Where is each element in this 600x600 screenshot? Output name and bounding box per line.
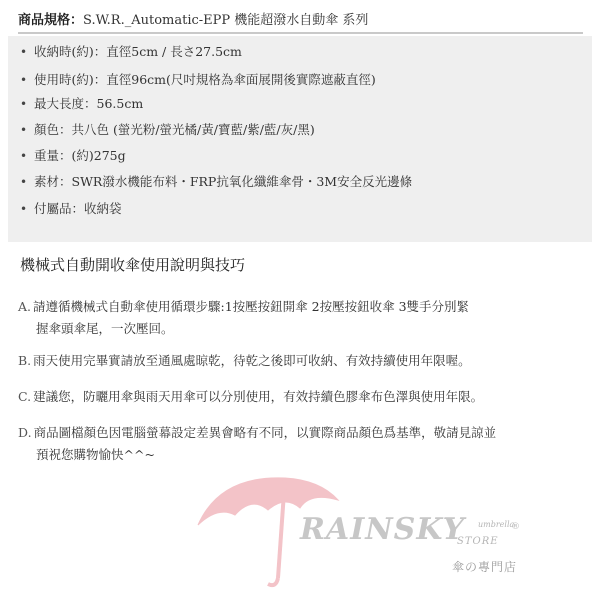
spec-item <box>20 118 315 142</box>
guide-title: 機械式自動開收傘使用說明與技巧 <box>20 256 246 274</box>
tip-letter: C. <box>18 389 32 404</box>
logo-wordmark: RAINSKY <box>300 512 466 547</box>
tip-letter: D. <box>18 425 32 440</box>
logo-tagline: 傘の專門店 <box>452 560 518 574</box>
tip-text-continued: 握傘頭傘尾，一次壓回。 <box>36 321 174 336</box>
spec-title <box>18 8 583 34</box>
spec-series-name: S.W.R._Automatic-EPP 機能超潑水自動傘 系列 <box>83 13 369 28</box>
tip-letter: A. <box>18 299 32 314</box>
spec-item <box>20 68 376 92</box>
spec-item-text: 最大長度：56.5cm <box>34 96 144 111</box>
tip-item <box>18 422 583 466</box>
logo-umbrella-word: umbrella <box>478 520 515 529</box>
tip-letter: B. <box>18 353 32 368</box>
bullet-icon: • <box>20 97 28 111</box>
tip-text-continued: 預祝您購物愉快^^~ <box>36 447 155 462</box>
tip-text: 請遵循機械式自動傘使用循環步驟:1按壓按鈕開傘 2按壓按鈕收傘 3雙手分別緊 <box>33 299 470 314</box>
tip-text: 建議您，防曬用傘與雨天用傘可以分別使用，有效持續色膠傘布色澤與使用年限。 <box>33 389 484 404</box>
bullet-icon: • <box>20 202 28 216</box>
tip-item <box>18 350 583 372</box>
bullet-icon: • <box>20 73 28 87</box>
tip-item <box>18 386 583 408</box>
tip-text: 商品圖檔顏色因電腦螢幕設定差異會略有不同，以實際商品顏色爲基準，敬請見諒並 <box>33 425 497 440</box>
spec-item-text: 收納時(約)：直徑5cm / 長さ27.5cm <box>34 44 242 59</box>
spec-label: 商品規格： <box>18 13 84 28</box>
registered-mark: ® <box>511 522 520 532</box>
bullet-icon: • <box>20 149 28 163</box>
spec-item <box>20 170 412 194</box>
spec-item <box>20 197 122 221</box>
spec-item-text: 顏色：共八色 (螢光粉/螢光橘/黃/寶藍/紫/藍/灰/黑) <box>34 122 315 137</box>
bullet-icon: • <box>20 175 28 189</box>
spec-item <box>20 144 126 168</box>
spec-item <box>20 92 143 116</box>
spec-item-text: 付屬品：收納袋 <box>34 201 122 216</box>
spec-item-text: 使用時(約)：直徑96cm(尺吋規格為傘面展開後實際遮蔽直徑) <box>34 72 376 87</box>
tip-item <box>18 296 583 340</box>
spec-item <box>20 40 242 64</box>
spec-item-text: 重量：(約)275g <box>34 148 126 163</box>
spec-item-text: 素材：SWR潑水機能布料・FRP抗氧化纖維傘骨・3M安全反光邊條 <box>34 174 413 189</box>
tip-text: 雨天使用完畢實請放至通風處晾乾，待乾之後即可收納、有效持續使用年限喔。 <box>33 353 471 368</box>
bullet-icon: • <box>20 123 28 137</box>
bullet-icon: • <box>20 45 28 59</box>
logo-store: STORE <box>457 536 499 547</box>
